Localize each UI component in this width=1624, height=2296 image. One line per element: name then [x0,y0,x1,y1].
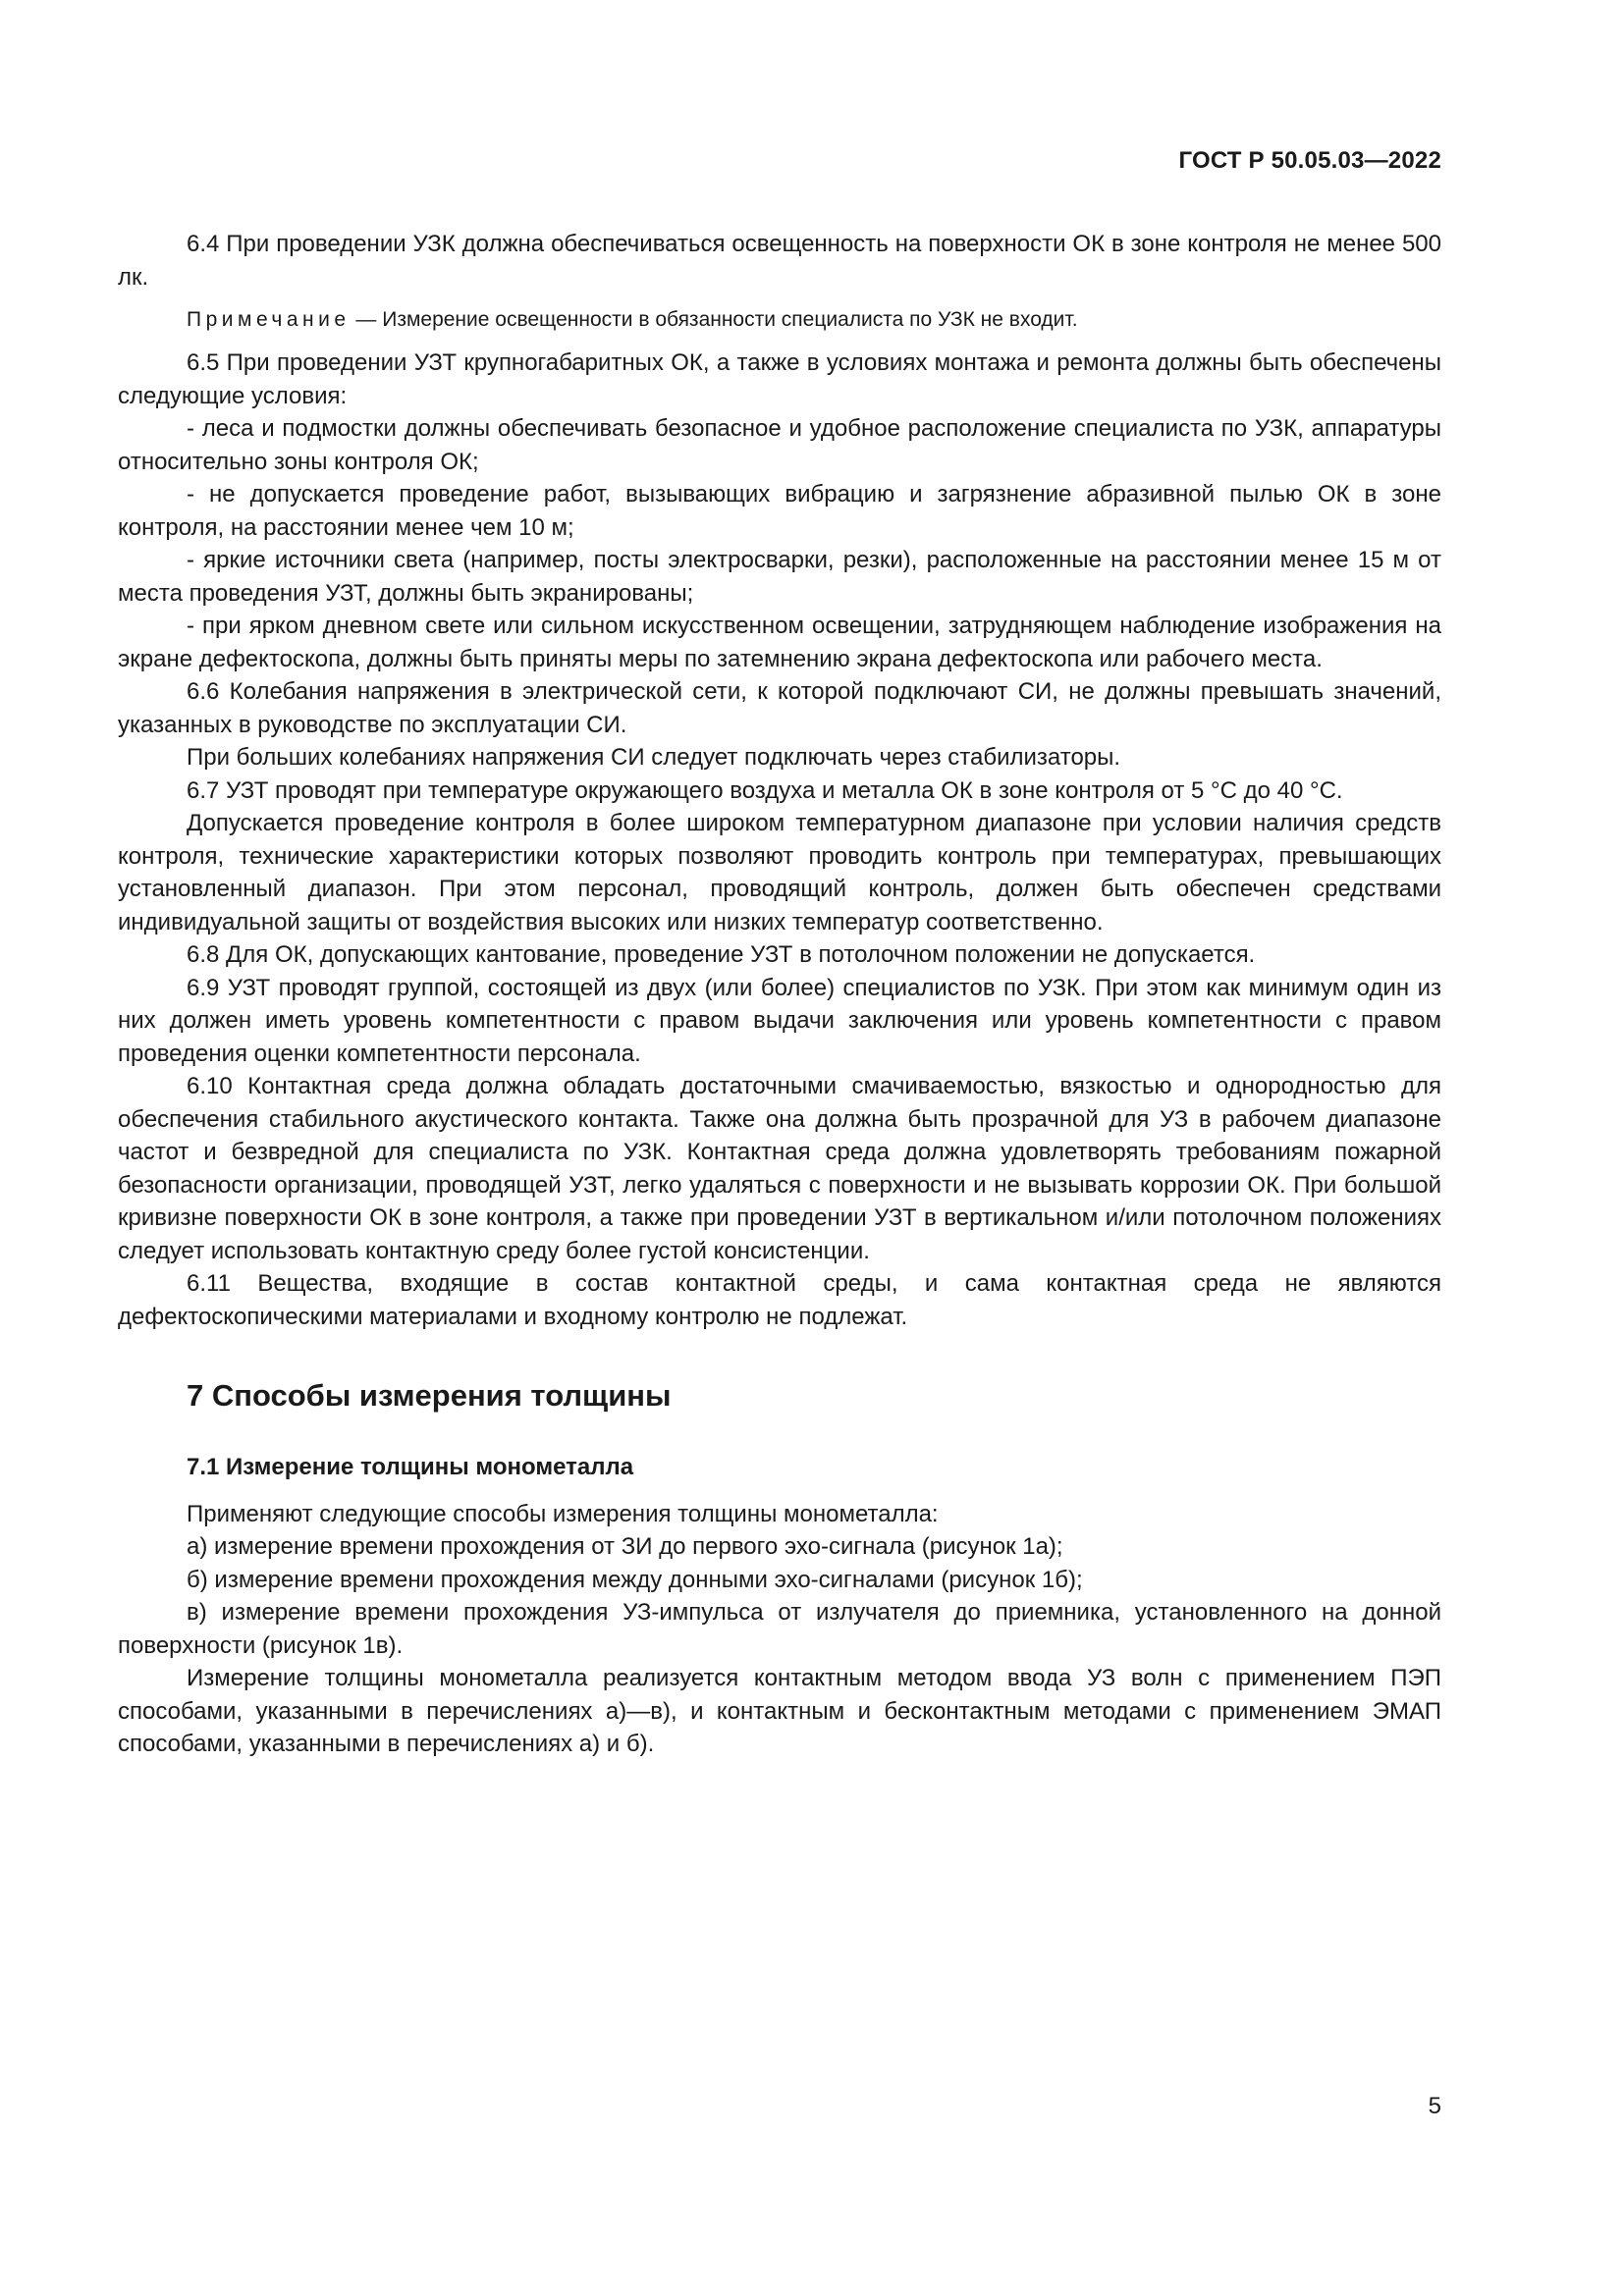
page-number: 5 [1428,2093,1441,2119]
paragraph-6-11: 6.11 Вещества, входящие в состав контактной среды, и сама контактная среда не являются дефектоскопическими материалами и входному контролю не подлежат. [118,1270,1441,1330]
section-7-title: 7 Способы измерения толщины [187,1378,672,1413]
list-item: - яркие источники света (например, посты электросварки, резки), расположенные на расстоянии менее 15 м от места проведения УЗТ, должны быть экранированы; [118,547,1441,607]
paragraph-6-6: 6.6 Колебания напряжения в электрической сети, к которой подключают СИ, не должны превышать значений, указанных в руководстве по эксплуатации СИ. [118,678,1441,738]
list-item: а) измерение времени прохождения от ЗИ до первого эхо-сигнала (рисунок 1а); [187,1533,1063,1560]
list-item: в) измерение времени прохождения УЗ-импульса от излучателя до приемника, установленного на донной поверхности (рисунок 1в). [118,1599,1441,1659]
paragraph-6-8: 6.8 Для ОК, допускающих кантование, проведение УЗТ в потолочном положении не допускается. [187,941,1256,968]
list-item: - леса и подмостки должны обеспечивать безопасное и удобное расположение специалиста по УЗК, аппаратуры относительно зоны контроля ОК; [118,415,1441,475]
note [118,305,1441,335]
paragraph-6-9: 6.9 УЗТ проводят группой, состоящей из двух (или более) специалистов по УЗК. При этом как минимум один из них должен иметь уровень компетентности с правом выдачи заключения или уровень компетентности с правом проведения оценки компетентности персонала. [118,974,1441,1067]
list-item: - не допускается проведение работ, вызывающих вибрацию и загрязнение абразивной пылью ОК в зоне контроля, на расстоянии менее чем 10 м; [118,481,1441,541]
paragraph-6-7-continued: Допускается проведение контроля в более широком температурном диапазоне при условии наличия средств контроля, технические характеристики которых позволяют проводить контроль при температурах, превышающих установленный диапазон. При этом персонал, проводящий контроль, должен быть обеспечен средствами индивидуальной защиты от воздействия высоких или низких температур соответственно. [118,810,1441,935]
paragraph-6-6-continued: При больших колебаниях напряжения СИ следует подключать через стабилизаторы. [187,744,1121,771]
paragraph-6-7: 6.7 УЗТ проводят при температуре окружающего воздуха и металла ОК в зоне контроля от 5 °С до 40 °С. [187,776,1343,804]
paragraph-7-1-intro: Применяют следующие способы измерения толщины монометалла: [187,1500,939,1527]
document-body [118,228,1441,1761]
note-text: — Измерение освещенности в обязанности специалиста по УЗК не входит. [350,308,1078,331]
paragraph-6-5: 6.5 При проведении УЗТ крупногабаритных ОК, а также в условиях монтажа и ремонта должны быть обеспечены следующие условия: [118,349,1441,409]
list-item: - при ярком дневном свете или сильном искусственном освещении, затрудняющем наблюдение изображения на экране дефектоскопа, должны быть приняты меры по затемнению экрана дефектоскопа или рабочего места. [118,613,1441,672]
list-item: б) измерение времени прохождения между донными эхо-сигналами (рисунок 1б); [187,1566,1083,1593]
paragraph-7-1-closing: Измерение толщины монометалла реализуется контактным методом ввода УЗ волн с применением ПЭП способами, указанными в перечислениях а)—в), и контактным и бесконтактным методами с применением ЭМАП способами, указанными в перечислениях а) и б). [118,1665,1441,1757]
paragraph-6-4: 6.4 При проведении УЗК должна обеспечиваться освещенность на поверхности ОК в зоне контроля не менее 500 лк. [118,231,1441,291]
note-label: Примечание [187,308,351,331]
paragraph-6-10: 6.10 Контактная среда должна обладать достаточными смачиваемостью, вязкостью и однородностью для обеспечения стабильного акустического контакта. Также она должна быть прозрачной для УЗ в рабочем диапазоне частот и безвредной для специалиста по УЗК. Контактная среда должна удовлетворять требованиям пожарной безопасности организации, проводящей УЗТ, легко удаляться с поверхности и не вызывать коррозии ОК. При большой кривизне поверхности ОК в зоне контроля, а также при проведении УЗТ в вертикальном и/или потолочном положениях следует использовать контактную среду более густой консистенции. [118,1073,1441,1264]
subsection-7-1-title: 7.1 Измерение толщины монометалла [187,1454,634,1480]
document-code: ГОСТ Р 50.05.03—2022 [1178,147,1441,174]
